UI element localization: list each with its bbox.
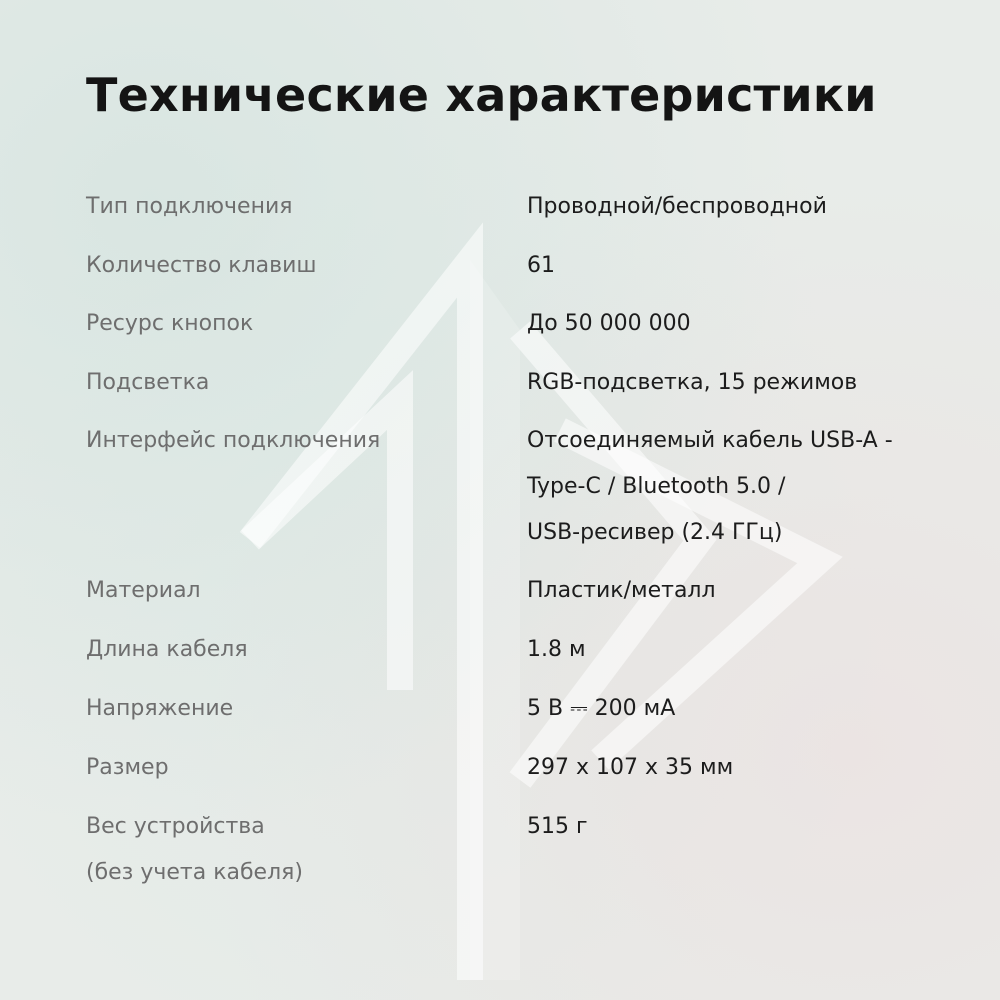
spec-label-voltage: Напряжение bbox=[86, 696, 234, 721]
spec-label-cable-length: Длина кабеля bbox=[86, 637, 248, 662]
spec-value-cable-length: 1.8 м bbox=[527, 637, 586, 662]
page-title: Технические характеристики bbox=[86, 68, 877, 122]
spec-value-connection-type: Проводной/беспроводной bbox=[527, 194, 827, 219]
spec-value-dimensions: 297 х 107 х 35 мм bbox=[527, 755, 734, 780]
spec-value-interface: Отсоединяемый кабель USB-A - Type-C / Bluetooth 5.0 / USB-ресивер (2.4 ГГц) bbox=[527, 428, 893, 545]
spec-value-backlight: RGB-подсветка, 15 режимов bbox=[527, 370, 858, 395]
spec-value-material: Пластик/металл bbox=[527, 578, 716, 603]
spec-label-backlight: Подсветка bbox=[86, 370, 210, 395]
spec-label-weight: Вес устройства (без учета кабеля) bbox=[86, 814, 303, 885]
spec-value-weight: 515 г bbox=[527, 814, 588, 839]
spec-label-key-count: Количество клавиш bbox=[86, 253, 317, 278]
spec-value-voltage: 5 В ⎓ 200 мА bbox=[527, 696, 676, 721]
spec-label-dimensions: Размер bbox=[86, 755, 169, 780]
spec-label-connection-type: Тип подключения bbox=[86, 194, 293, 219]
spec-label-interface: Интерфейс подключения bbox=[86, 428, 381, 453]
spec-label-switch-lifespan: Ресурс кнопок bbox=[86, 311, 254, 336]
spec-value-key-count: 61 bbox=[527, 253, 555, 278]
spec-label-material: Материал bbox=[86, 578, 201, 603]
spec-value-switch-lifespan: До 50 000 000 bbox=[527, 311, 691, 336]
